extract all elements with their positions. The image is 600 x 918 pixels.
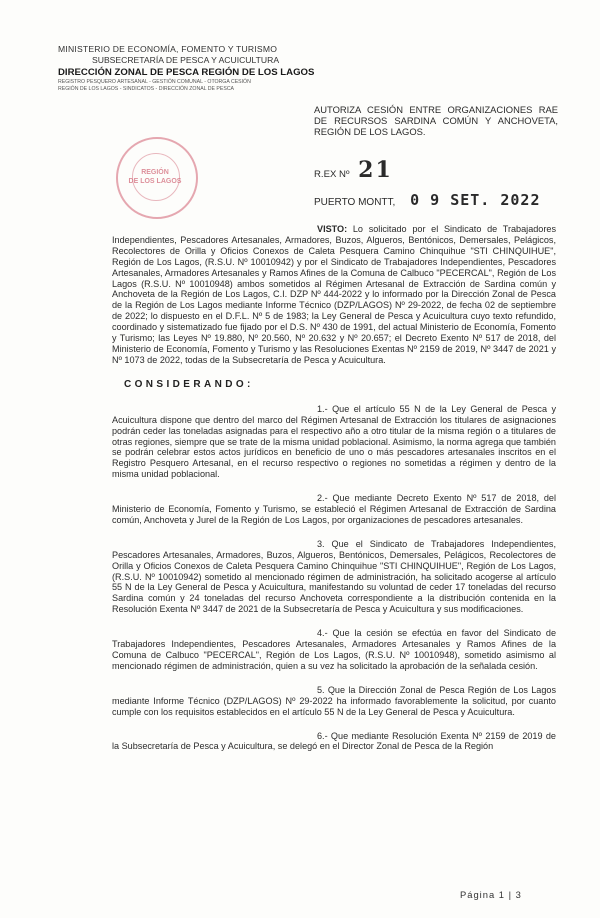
letterhead <box>58 44 338 93</box>
page-number: Página 1 | 3 <box>460 889 522 900</box>
seal-inner-ring <box>132 153 180 201</box>
seal-text-region: REGIÓN <box>141 169 169 176</box>
date-stamp: 0 9 SET. 2022 <box>410 191 541 209</box>
considerando-heading: CONSIDERANDO: <box>124 378 254 390</box>
subsecretary-line: SUBSECRETARÍA DE PESCA Y ACUICULTURA <box>92 55 280 65</box>
seal-text-lagos: DE LOS LAGOS <box>128 178 182 185</box>
ministry-line: MINISTERIO DE ECONOMÍA, FOMENTO Y TURISMO <box>58 44 278 54</box>
considerando-paragraph-4 <box>112 628 556 672</box>
resolution-label: R.EX Nº <box>314 169 350 180</box>
considerando-paragraph-6 <box>112 731 556 753</box>
considerando-text-3: 3. Que el Sindicato de Trabajadores Independientes, Pescadores Artesanales, Armadores, Buzos, Algueros, Bentónicos, Demersales, Pelágicos, Recolectores de Orilla y Oficios Conexos de Caleta Pesquera Camino Chinquihue "STI CHINQUIHUE", Región de Los Lagos, (R.S.U. Nº 10010942) sometido al mencionado régimen de administración, ha solicitado acogerse al artículo 55 N de la Ley General de Pesca y Acuicultura, manifestando su voluntad de ceder 17 toneladas del recurso Sardina común y 24 toneladas del recurso Anchoveta correspondiente a la distribución contenida en la Resolución Exenta Nº 3447 de 2021 de la Subsecretaría de Pesca y Acuicultura y sus modificaciones. <box>112 538 556 615</box>
considerando-paragraph-1 <box>112 404 556 480</box>
visto-text: Lo solicitado por el Sindicato de Trabajadores Independientes, Pescadores Artesanales, Armadores, Buzos, Algueros, Bentónicos, Demersales, Pelágicos, Recolectores de Orilla y Oficios Conexos de Caleta Pesquera Camino Chinquihue "STI CHINQUIHUE", Región de Los Lagos, (R.S.U. Nº 10010942) y por el Sindicato de Trabajadores Independientes, Pescadores Artesanales, Armadores Artesanales y Ramos Afines de la Comuna de Calbuco "PECERCAL", Región de Los Lagos (R.S.U. Nº 10010948) ambos sometidos al Régimen Artesanal de Extracción de Sardina común y Anchoveta de la Región de Los Lagos, C.I. DZP Nº 444-2022 y lo informado por la Dirección Zonal de Pesca de la Región de Los Lagos mediante Informe Técnico (DZP/LAGOS) Nº 29-2022, de fecha 02 de septiembre de 2022; lo dispuesto en el D.F.L. Nº 5 de 1983; la Ley General de Pesca y Acuicultura cuyo texto refundido, coordinado y sistematizado fue fijado por el D.S. Nº 430 de 1991, del actual Ministerio de Economía, Fomento y Turismo; las Leyes Nº 19.880, Nº 20.560, Nº 20.632 y Nº 20.657; el Decreto Exento Nº 517 de 2018, del Ministerio de Economía, Fomento y Turismo y las Resoluciones Exentas Nº 2159 de 2019, Nº 3447 de 2021 y Nº 1073 de 2022, todas de la Subsecretaría de Pesca y Acuicultura. <box>112 224 556 365</box>
city-name: PUERTO MONTT, <box>314 197 396 208</box>
considerando-paragraph-3 <box>112 539 556 615</box>
considerando-text-6: 6.- Que mediante Resolución Exenta Nº 2159 de 2019 de la Subsecretaría de Pesca y Acuicultura, se delegó en el Director Zonal de Pesca de la Región <box>112 730 556 752</box>
reference-line-2: REGIÓN DE LOS LAGOS - SINDICATOS - DIRECCIÓN ZONAL DE PESCA <box>58 86 235 92</box>
considerando-paragraph-2 <box>112 493 556 526</box>
document-body <box>112 224 556 765</box>
considerando-text-2: 2.- Que mediante Decreto Exento Nº 517 de 2018, del Ministerio de Economía, Fomento y Turismo, se estableció el Régimen Artesanal de Extracción de Sardina común, Anchoveta y Jurel de la Región de Los Lagos, por organizaciones de pescadores artesanales. <box>112 493 556 525</box>
considerando-text-4: 4.- Que la cesión se efectúa en favor del Sindicato de Trabajadores Independientes, Pescadores Artesanales, Armadores Artesanales y Ramos Afines de la Comuna de Calbuco "PECERCAL", Región de Los Lagos, (R.S.U. Nº 10010948), sometido asimismo al mencionado régimen de administración, quien a su vez ha solicitado la aprobación de la señalada cesión. <box>112 628 556 671</box>
considerando-text-1: 1.- Que el artículo 55 N de la Ley General de Pesca y Acuicultura dispone que dentro del marco del Régimen Artesanal de Extracción los titulares de asignaciones podrán ceder las toneladas asignadas para el respectivo año a otro titular de la misma región o a titulares de otras regiones, siempre que se trate de la misma unidad poblacional. Asimismo, la norma agrega que también se podrán celebrar estos actos jurídicos en beneficio de uno o más pescadores artesanales inscritos en el Registro Pesquero Artesanal, en el recurso respectivo o regiones no sometidas a régimen y dentro de la misma unidad poblacional. <box>112 403 556 480</box>
considerando-paragraph-5 <box>112 685 556 718</box>
resolution-number <box>314 157 393 183</box>
official-seal-stamp <box>116 137 198 219</box>
place-and-date <box>314 191 541 209</box>
resolution-number-value: 21 <box>358 157 393 183</box>
visto-paragraph <box>112 224 556 366</box>
considerando-text-5: 5. Que la Dirección Zonal de Pesca Región de Los Lagos mediante Informe Técnico (DZP/LAGOS) Nº 29-2022 ha informado favorablemente la solicitud, por cuanto cumple con los requisitos establecidos en el artículo 55 N de la Ley General de Pesca y Acuicultura. <box>112 684 556 717</box>
visto-lead: VISTO: <box>317 224 348 234</box>
zonal-direction-line: DIRECCIÓN ZONAL DE PESCA REGIÓN DE LOS LAGOS <box>58 67 315 78</box>
resolution-subject: AUTORIZA CESIÓN ENTRE ORGANIZACIONES RAE DE RECURSOS SARDINA COMÚN Y ANCHOVETA, REGIÓN DE LOS LAGOS. <box>314 104 558 137</box>
reference-line-1: REGISTRO PESQUERO ARTESANAL - GESTIÓN COMUNAL - OTORGA CESIÓN <box>58 79 251 85</box>
